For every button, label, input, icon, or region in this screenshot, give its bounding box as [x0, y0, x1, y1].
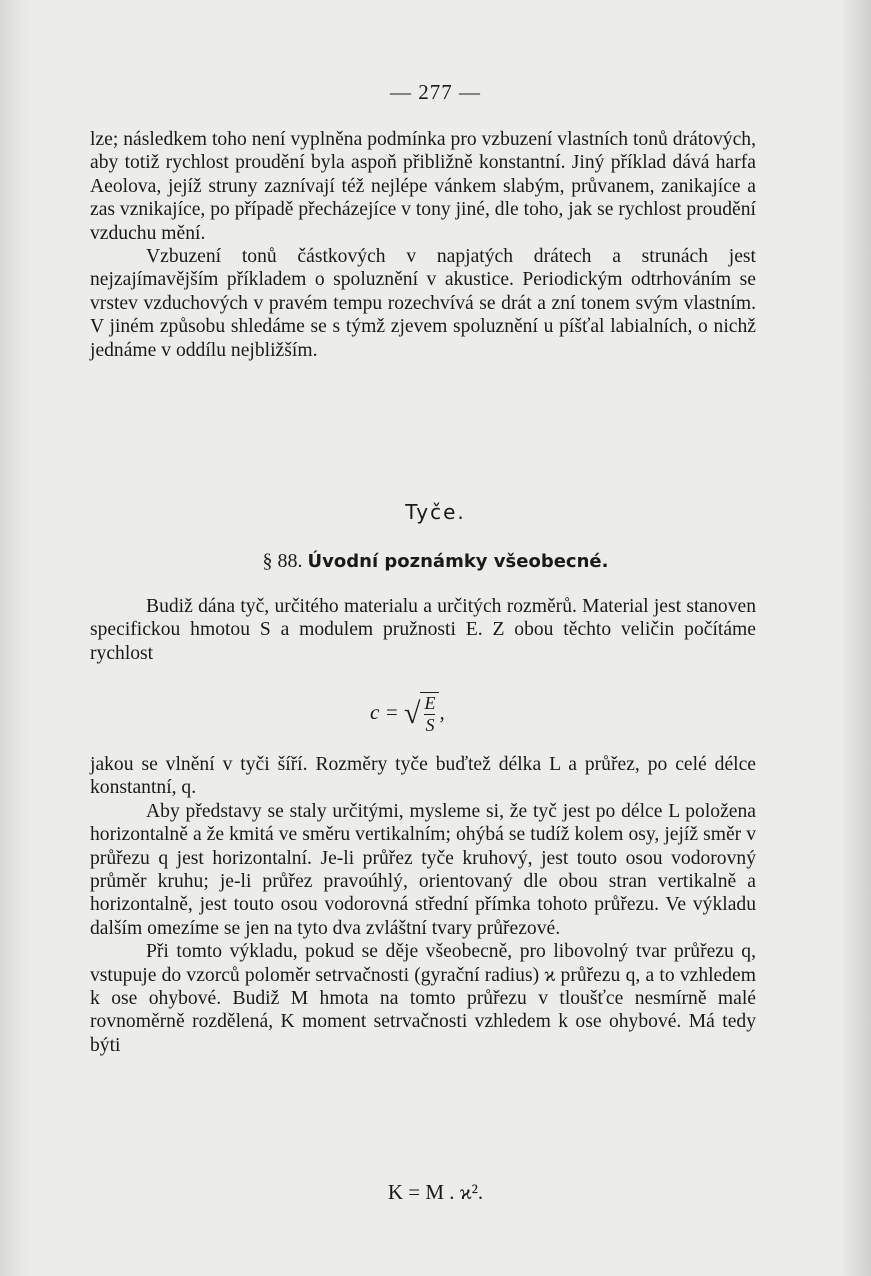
fraction	[420, 692, 439, 736]
section-number: § 88.	[262, 550, 303, 572]
paragraph: Při tomto výkladu, pokud se děje všeobecně, pro libovolný tvar průřezu q, vstupuje do vzorců poloměr setrvačnosti (gyrační radius) ϰ průřezu q, a to vzhledem k ose ohybové. Budiž M hmota na tomto průřezu v tloušťce nesmírně malé rovnoměrně rozdělená, K moment setrvačnosti vzhledem k ose ohybové. Má tedy býti	[90, 941, 756, 1056]
chapter-heading: Tyče.	[405, 500, 466, 524]
numerator: E	[424, 693, 436, 713]
section-heading	[0, 550, 871, 573]
formula-wave-speed	[370, 692, 445, 736]
paragraph: Aby představy se staly určitými, mysleme si, že tyč jest po délce L položena horizontalně a že kmitá ve směru vertikalním; ohýbá se tudíž kolem osy, jejíž směr v průřezu q jest horizontalní. Je-li průřez tyče kruhový, jest touto osou vodorovný průměr kruhu; je-li průřez pravoúhlý, orientovaný dle obou stran vertikalně a horizontalně, jest touto osou vodorovná střední přímka tohoto průřezu. Ve výkladu dalším omezíme se jen na tyto dva zvláštní tvary průřezové.	[90, 800, 756, 939]
paragraph: lze; následkem toho není vyplněna podmínka pro vzbuzení vlastních tonů drátových, aby totiž rychlost proudění byla aspoň přibližně konstantní. Jiný příklad dává harfa Aeolova, jejíž struny zaznívají též nejlépe vánkem slabým, průvanem, zanikajíce a zas vznikajíce, po případě přecházejíce v tony jiné, dle toho, jak se rychlost proudění vzduchu mění.	[90, 129, 756, 244]
page-number: — 277 —	[390, 80, 481, 104]
top-text	[90, 128, 756, 362]
denominator: S	[425, 715, 435, 735]
sqrt-sign: √	[404, 697, 421, 730]
formula-lhs: c =	[370, 699, 399, 724]
paragraph: Vzbuzení tonů částkových v napjatých drátech a strunách jest nejzajímavějším příkladem o spoluznění v akustice. Periodickým odtrhováním se vrstev vzduchových v pravém tempu rozechvívá se drát a zní tonem svým vlastním. V jiném způsobu shledáme se s týmž zjevem spoluznění u píšťal labialních, o nichž jednáme v oddílu nejbližším.	[90, 246, 756, 361]
formula-moment: K = M . ϰ².	[387, 1180, 484, 1204]
section-title: Úvodní poznámky všeobecné.	[307, 551, 609, 572]
paragraph: jakou se vlnění v tyči šíří. Rozměry tyče buďtež délka L a průřez, po celé délce konstantní, q.	[90, 754, 756, 799]
bottom-text	[90, 753, 756, 1057]
section-text	[90, 595, 756, 665]
formula-tail: ,	[439, 699, 445, 724]
paragraph: Budiž dána tyč, určitého materialu a určitých rozměrů. Material jest stanoven specifickou hmotou S a modulem pružnosti E. Z obou těchto veličin počítáme rychlost	[90, 596, 756, 664]
